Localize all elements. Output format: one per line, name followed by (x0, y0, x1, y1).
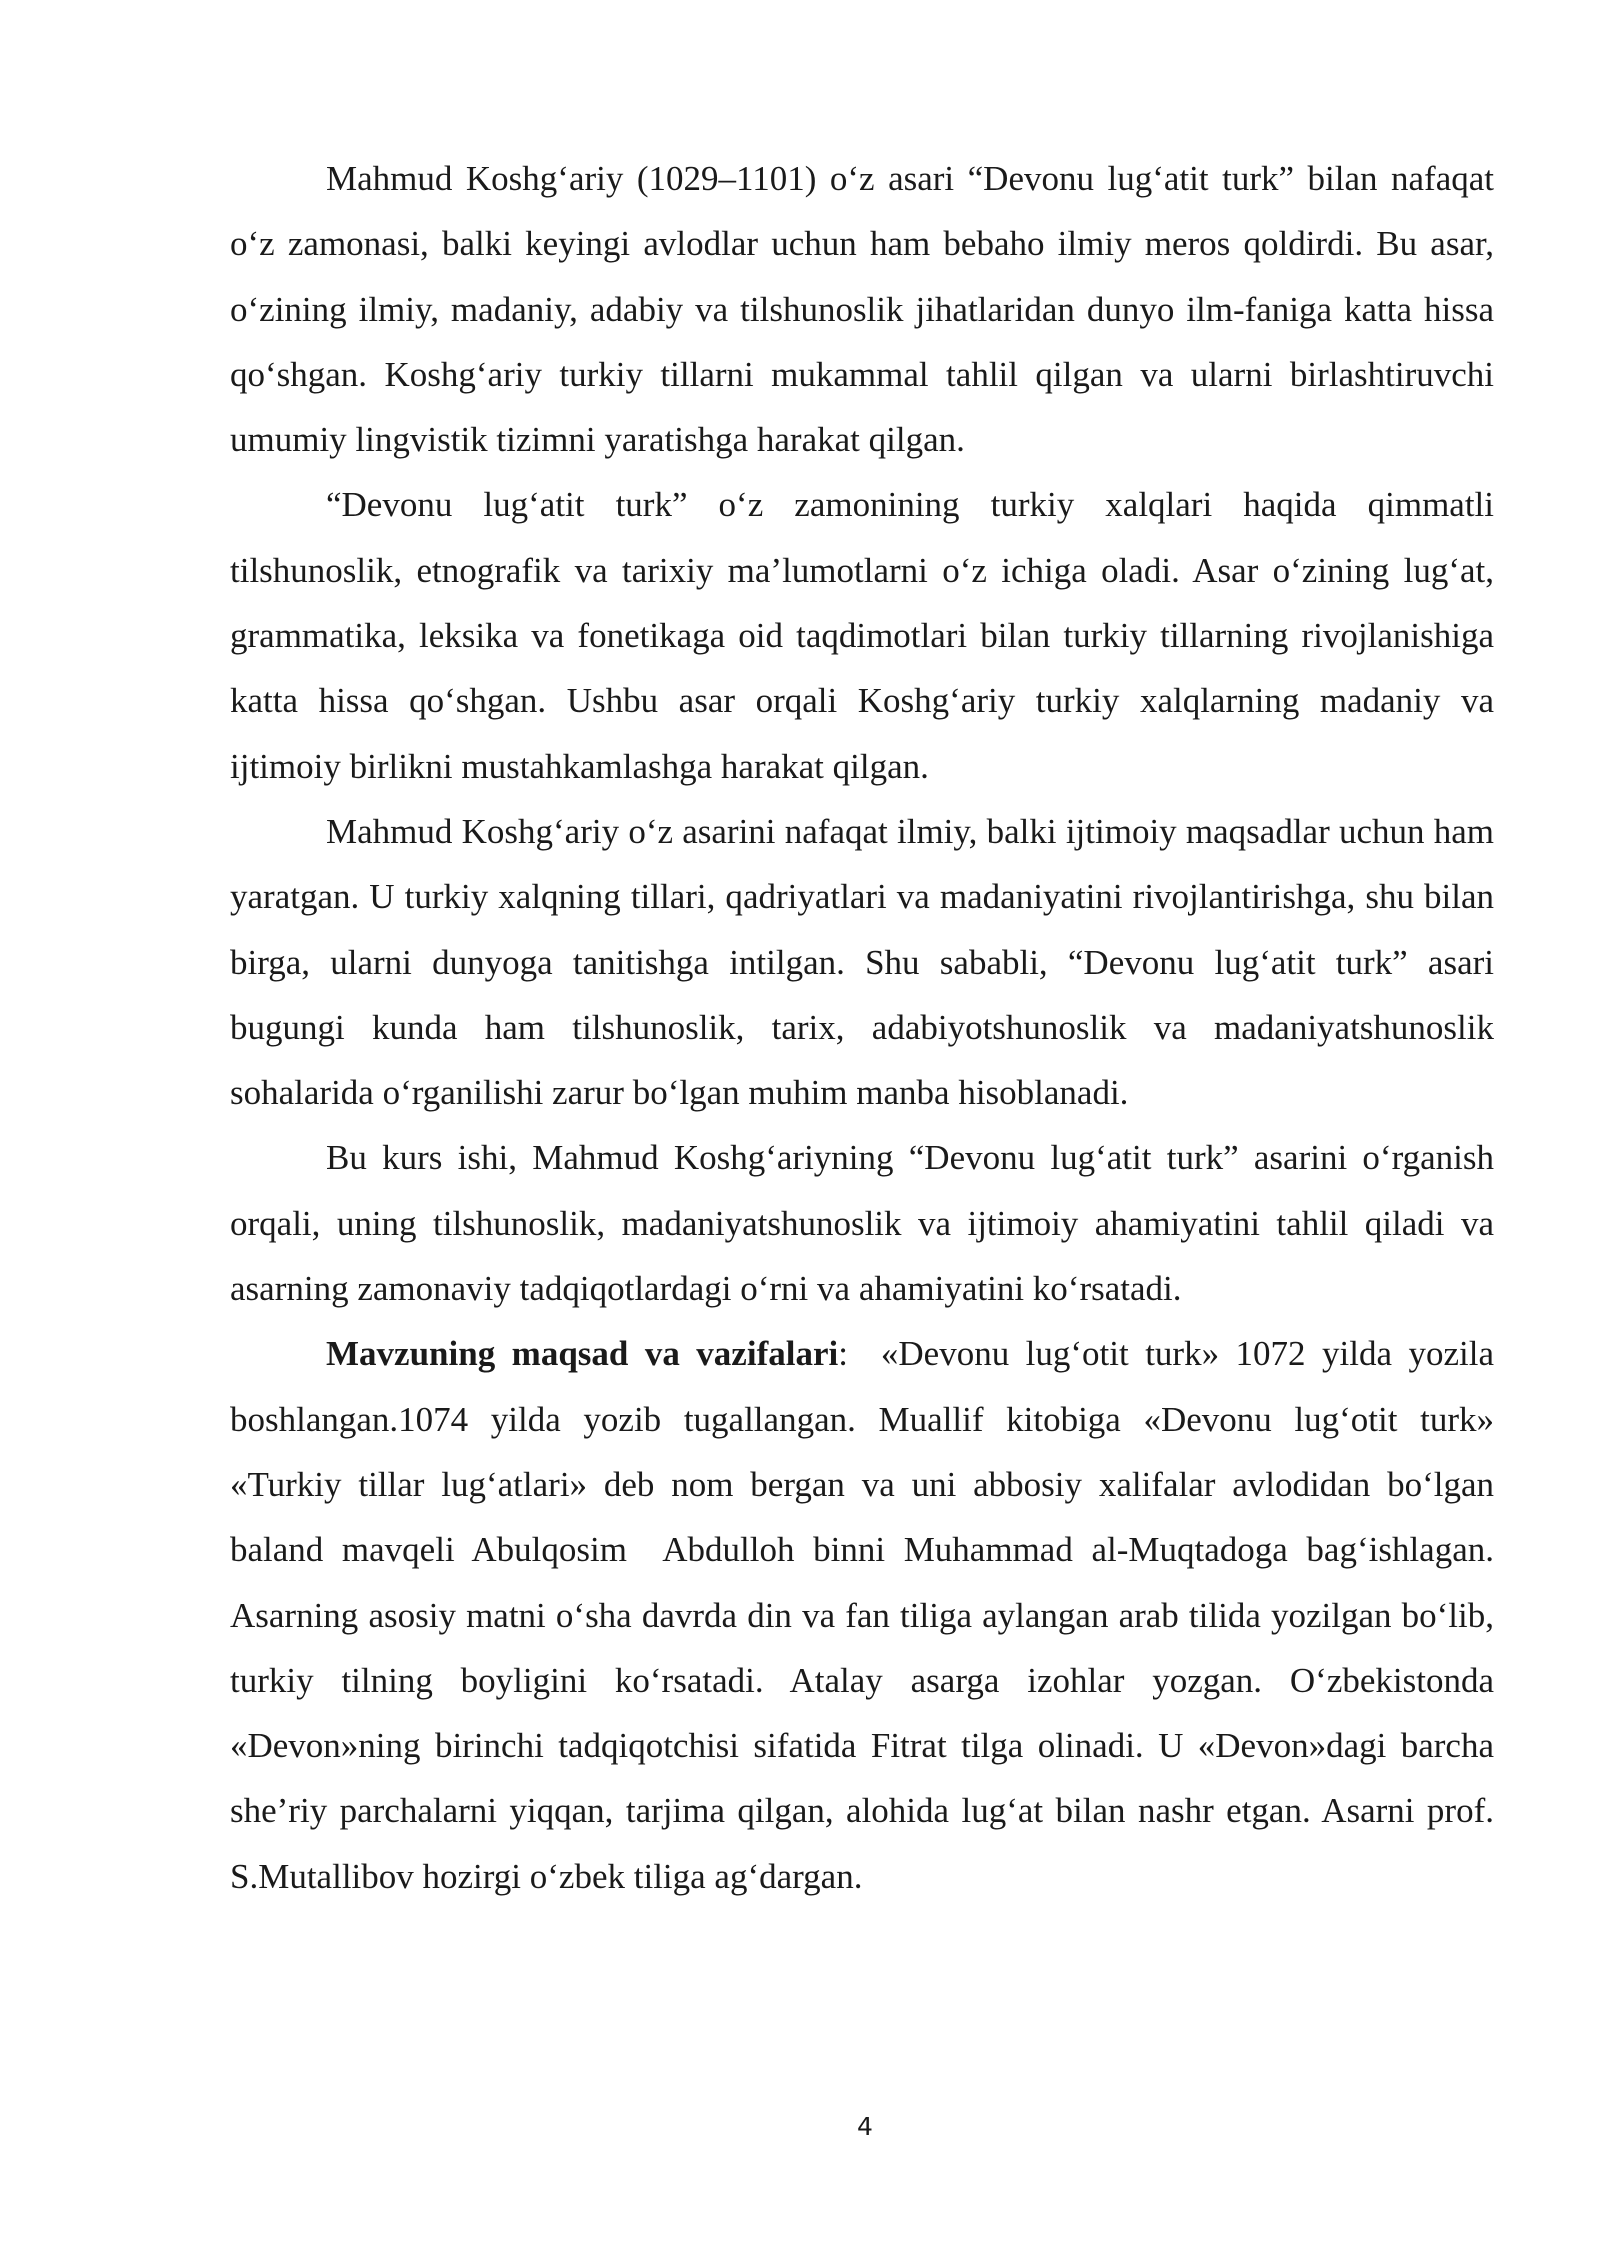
goals-heading: Mavzuning maqsad va vazifalari (326, 1334, 839, 1374)
goals-colon: : (838, 1334, 848, 1374)
page-number: 4 (857, 2112, 873, 2141)
paragraph-devon-content: “Devonu lug‘atit turk” o‘z zamonining turkiy xalqlari haqida qimmatli tilshunoslik, etnografik va tarixiy ma’lumotlarni o‘z ichiga oladi. Asar o‘zining lug‘at, grammatika, leksika va fonetikaga oid taqdimotlari bilan turkiy tillarning rivojlanishiga katta hissa qo‘shgan. Ushbu asar orqali Koshg‘ariy turkiy xalqlarning madaniy va ijtimoiy birlikni mustahkamlashga harakat qilgan. (230, 485, 1494, 786)
paragraph-goals (230, 1321, 1503, 1909)
paragraph-intro: Mahmud Koshg‘ariy (1029–1101) o‘z asari “Devonu lug‘atit turk” bilan nafaqat o‘z zamonasi, balki keyingi avlodlar uchun ham bebaho ilmiy meros qoldirdi. Bu asar, o‘zining ilmiy, madaniy, adabiy va tilshunoslik jihatlaridan dunyo ilm-faniga katta hissa qo‘shgan. Koshg‘ariy turkiy tillarni mukammal tahlil qilgan va ularni birlashtiruvchi umumiy lingvistik tizimni yaratishga harakat qilgan. (230, 159, 1494, 460)
goals-text: «Devonu lug‘otit turk» 1072 yilda yozila boshlangan.1074 yilda yozib tugallangan. Muallif kitobiga «Devonu lug‘otit turk» «Turkiy tillar lug‘atlari» deb nom bergan va uni abbosiy xalifalar avlodidan bo‘lgan baland mavqeli Abulqosim Abdulloh binni Muhammad al-Muqtadoga bag‘ishlagan. Asarning asosiy matni o‘sha davrda din va fan tiliga aylangan arab tilida yozilgan bo‘lib, turkiy tilning boyligini ko‘rsatadi. Atalay asarga izohlar yozgan. O‘zbekistonda «Devon»ning birinchi tadqiqotchisi sifatida Fitrat tilga olinadi. U «Devon»dagi barcha she’riy parchalarni yiqqan, tarjima qilgan, alohida lug‘at bilan nashr etgan. Asarni prof. S.Mutallibov hozirgi o‘zbek tiliga ag‘dargan. (230, 1334, 1503, 1896)
paragraph-course-work: Bu kurs ishi, Mahmud Koshg‘ariyning “Devonu lug‘atit turk” asarini o‘rganish orqali, uning tilshunoslik, madaniyatshunoslik va ijtimoiy ahamiyatini tahlil qiladi va asarning zamonaviy tadqiqotlardagi o‘rni va ahamiyatini ko‘rsatadi. (230, 1138, 1494, 1309)
document-body (230, 146, 1503, 1909)
paragraph-purpose: Mahmud Koshg‘ariy o‘z asarini nafaqat ilmiy, balki ijtimoiy maqsadlar uchun ham yaratgan. U turkiy xalqning tillari, qadriyatlari va madaniyatini rivojlantirishga, shu bilan birga, ularni dunyoga tanitishga intilgan. Shu sababli, “Devonu lug‘atit turk” asari bugungi kunda ham tilshunoslik, tarix, adabiyotshunoslik va madaniyatshunoslik sohalarida o‘rganilishi zarur bo‘lgan muhim manba hisoblanadi. (230, 811, 1494, 1113)
